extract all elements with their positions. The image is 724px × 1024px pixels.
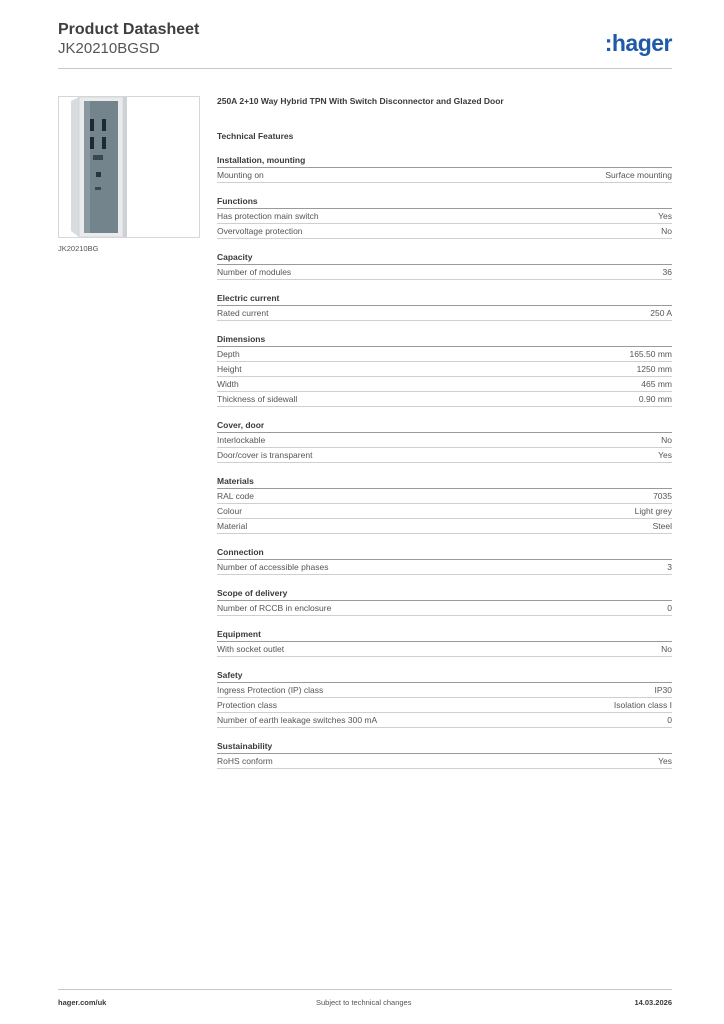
feature-value: Yes xyxy=(658,756,672,766)
product-description: 250A 2+10 Way Hybrid TPN With Switch Disconnector and Glazed Door xyxy=(217,96,504,106)
feature-row xyxy=(217,642,672,657)
feature-row xyxy=(217,489,672,504)
feature-section xyxy=(217,587,672,616)
feature-label: Number of modules xyxy=(217,267,292,277)
footer-website: hager.com/uk xyxy=(58,998,107,1007)
feature-section xyxy=(217,292,672,321)
feature-label: Number of RCCB in enclosure xyxy=(217,603,332,613)
feature-section xyxy=(217,419,672,463)
features-table xyxy=(217,154,672,769)
feature-row xyxy=(217,448,672,463)
feature-label: Has protection main switch xyxy=(217,211,319,221)
feature-section xyxy=(217,669,672,728)
feature-value: Yes xyxy=(658,450,672,460)
feature-value: 165.50 mm xyxy=(629,349,672,359)
feature-value: Steel xyxy=(652,521,672,531)
section-title: Electric current xyxy=(217,292,672,306)
document-title: Product Datasheet xyxy=(58,21,200,38)
feature-row xyxy=(217,713,672,728)
feature-value: No xyxy=(661,435,672,445)
feature-label: Height xyxy=(217,364,242,374)
feature-value: 36 xyxy=(662,267,672,277)
page-header xyxy=(58,20,672,58)
section-title: Dimensions xyxy=(217,333,672,347)
feature-row xyxy=(217,265,672,280)
feature-label: Door/cover is transparent xyxy=(217,450,313,460)
datasheet-content xyxy=(217,95,672,769)
section-title: Scope of delivery xyxy=(217,587,672,601)
feature-value: Yes xyxy=(658,211,672,221)
feature-section xyxy=(217,740,672,769)
feature-row xyxy=(217,504,672,519)
section-title: Sustainability xyxy=(217,740,672,754)
feature-row xyxy=(217,362,672,377)
section-title: Equipment xyxy=(217,628,672,642)
feature-value: 250 A xyxy=(650,308,672,318)
feature-value: No xyxy=(661,226,672,236)
feature-value: 7035 xyxy=(653,491,672,501)
feature-section xyxy=(217,333,672,407)
feature-section xyxy=(217,475,672,534)
feature-label: Rated current xyxy=(217,308,269,318)
feature-row xyxy=(217,377,672,392)
feature-label: With socket outlet xyxy=(217,644,285,654)
feature-label: Number of accessible phases xyxy=(217,562,329,572)
feature-section xyxy=(217,628,672,657)
hager-logo: :hager xyxy=(604,30,672,56)
feature-row xyxy=(217,433,672,448)
feature-label: Overvoltage protection xyxy=(217,226,303,236)
section-title: Installation, mounting xyxy=(217,154,672,168)
section-title: Capacity xyxy=(217,251,672,265)
feature-label: Colour xyxy=(217,506,243,516)
footer-divider xyxy=(58,989,672,990)
feature-row xyxy=(217,754,672,769)
feature-section xyxy=(217,195,672,239)
feature-row xyxy=(217,168,672,183)
feature-row xyxy=(217,306,672,321)
feature-value: No xyxy=(661,644,672,654)
image-caption: JK20210BG xyxy=(58,244,99,253)
feature-label: Material xyxy=(217,521,248,531)
footer-date: 14.03.2026 xyxy=(634,998,672,1007)
feature-value: Surface mounting xyxy=(605,170,672,180)
enclosure-illustration xyxy=(59,97,199,237)
feature-row xyxy=(217,392,672,407)
feature-value: 1250 mm xyxy=(636,364,672,374)
feature-value: Light grey xyxy=(634,506,672,516)
product-image xyxy=(58,96,200,238)
feature-row xyxy=(217,347,672,362)
feature-value: IP30 xyxy=(654,685,672,695)
feature-label: Ingress Protection (IP) class xyxy=(217,685,324,695)
feature-value: 465 mm xyxy=(641,379,672,389)
feature-value: 3 xyxy=(667,562,672,572)
section-title: Safety xyxy=(217,669,672,683)
feature-value: Isolation class I xyxy=(613,700,672,710)
feature-row xyxy=(217,560,672,575)
section-title: Cover, door xyxy=(217,419,672,433)
feature-row xyxy=(217,698,672,713)
section-title: Connection xyxy=(217,546,672,560)
feature-label: Width xyxy=(217,379,239,389)
feature-row xyxy=(217,519,672,534)
feature-row xyxy=(217,683,672,698)
feature-label: Thickness of sidewall xyxy=(217,394,298,404)
feature-value: 0 xyxy=(667,715,672,725)
feature-label: Interlockable xyxy=(217,435,266,445)
header-divider xyxy=(58,68,672,69)
feature-label: Number of earth leakage switches 300 mA xyxy=(217,715,378,725)
feature-section xyxy=(217,546,672,575)
feature-label: Mounting on xyxy=(217,170,264,180)
technical-features-heading: Technical Features xyxy=(217,131,294,141)
feature-label: Depth xyxy=(217,349,240,359)
feature-label: RoHS conform xyxy=(217,756,273,766)
product-code: JK20210BGSD xyxy=(58,40,160,57)
feature-label: RAL code xyxy=(217,491,255,501)
feature-row xyxy=(217,224,672,239)
feature-section xyxy=(217,251,672,280)
feature-row xyxy=(217,209,672,224)
section-title: Functions xyxy=(217,195,672,209)
feature-value: 0.90 mm xyxy=(638,394,672,404)
feature-value: 0 xyxy=(667,603,672,613)
footer-notice: Subject to technical changes xyxy=(316,998,412,1007)
feature-section xyxy=(217,154,672,183)
section-title: Materials xyxy=(217,475,672,489)
feature-label: Protection class xyxy=(217,700,277,710)
feature-row xyxy=(217,601,672,616)
